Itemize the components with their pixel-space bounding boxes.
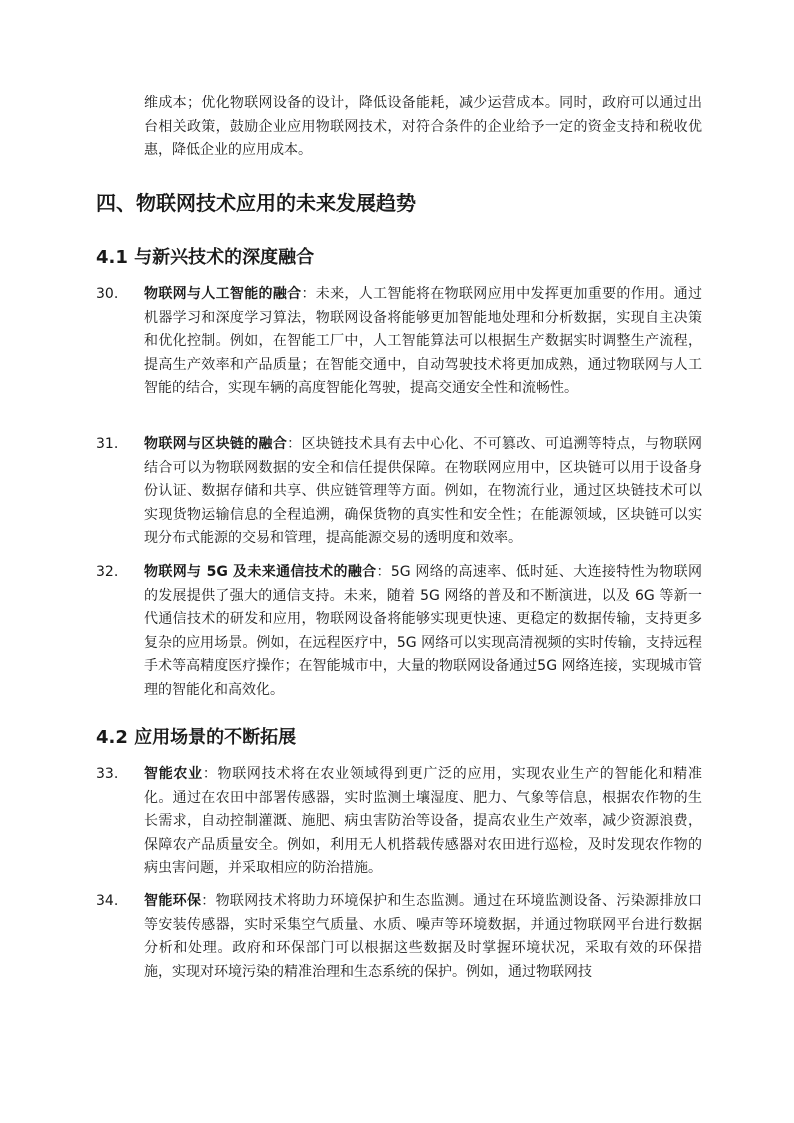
list-item-body: [144, 763, 702, 881]
list-item-body: [144, 890, 702, 984]
list-item-text: ：未来，人工智能将在物联网应用中发挥更加重要的作用。通过机器学习和深度学习算法，物联网设备将能够更加智能地处理和分析数据，实现自主决策和优化控制。例如，在智能工厂中，人工智能算法可以根据生产数据实时调整生产流程，提高生产效率和产品质量；在智能交通中，自动驾驶技术将更加成熟，通过物联网与人工智能的结合，实现车辆的高度智能化驾驶，提高交通安全性和流畅性。: [144, 286, 703, 397]
list-item-text: ：物联网技术将在农业领域得到更广泛的应用，实现农业生产的智能化和精准化。通过在农田中部署传感器，实时监测土壤湿度、肥力、气象等信息，根据农作物的生长需求，自动控制灌溉、施肥、病虫害防治等设备，提高农业生产效率，减少资源浪费，保障农产品质量安全。例如，利用无人机搭载传感器对农田进行巡检，及时发现农作物的病虫害问题，并采取相应的防治措施。: [144, 766, 702, 877]
list-item-number: 30.: [96, 286, 119, 302]
list-item-body: [144, 433, 702, 551]
list-item-text: ：5G 网络的高速率、低时延、大连接特性为物联网的发展提供了强大的通信支持。未来，随着 5G 网络的普及和不断演进，以及 6G 等新一代通信技术的研发和应用，物联网设备将能够实现更快速、更稳定的数据传输，支持更多复杂的应用场景。例如，在远程医疗中，5G 网络可以实现高清视频的实时传输，支持远程手术等高精度医疗操作；在智能城市中，大量的物联网设备通过5G 网络连接，实现城市管理的智能化和高效化。: [144, 564, 702, 698]
subsection-4-1-heading: 4.1 与新兴技术的深度融合: [96, 247, 315, 268]
list-item-term: 物联网与区块链的融合: [144, 436, 288, 452]
list-item: [96, 561, 702, 703]
list-item: [96, 283, 702, 401]
list-item-body: [144, 283, 702, 401]
list-item-text: ：物联网技术将助力环境保护和生态监测。通过在环境监测设备、污染源排放口等安装传感器，实时采集空气质量、水质、噪声等环境数据，并通过物联网平台进行数据分析和处理。政府和环保部门可以根据这些数据及时掌握环境状况，采取有效的环保措施，实现对环境污染的精准治理和生态系统的保护。例如，通过物联网技: [144, 893, 703, 980]
list-item-body: [144, 561, 702, 703]
list-item: [96, 763, 702, 881]
list-item-number: 31.: [96, 436, 119, 452]
list-item-term: 智能农业: [144, 766, 203, 782]
list-item-number: 34.: [96, 893, 119, 909]
subsection-4-2-heading: 4.2 应用场景的不断拓展: [96, 727, 297, 748]
list-item: [96, 890, 702, 984]
list-item-text: ：区块链技术具有去中心化、不可篡改、可追溯等特点，与物联网结合可以为物联网数据的安全和信任提供保障。在物联网应用中，区块链可以用于设备身份认证、数据存储和共享、供应链管理等方面。例如，在物流行业，通过区块链技术可以实现货物运输信息的全程追溯，确保货物的真实性和安全性；在能源领域，区块链可以实现分布式能源的交易和管理，提高能源交易的透明度和效率。: [144, 436, 703, 547]
list-item-number: 33.: [96, 766, 119, 782]
list-item-term: 物联网与 5G 及未来通信技术的融合: [144, 564, 377, 580]
list-item: [96, 433, 702, 551]
list-item-term: 智能环保: [144, 893, 202, 909]
intro-paragraph: 维成本；优化物联网设备的设计，降低设备能耗，减少运营成本。同时，政府可以通过出台相关政策，鼓励企业应用物联网技术，对符合条件的企业给予一定的资金支持和税收优惠，降低企业的应用成本。: [144, 95, 702, 159]
section-4-heading: 四、物联网技术应用的未来发展趋势: [96, 191, 416, 215]
list-item-term: 物联网与人工智能的融合: [144, 286, 302, 302]
list-item-number: 32.: [96, 564, 119, 580]
